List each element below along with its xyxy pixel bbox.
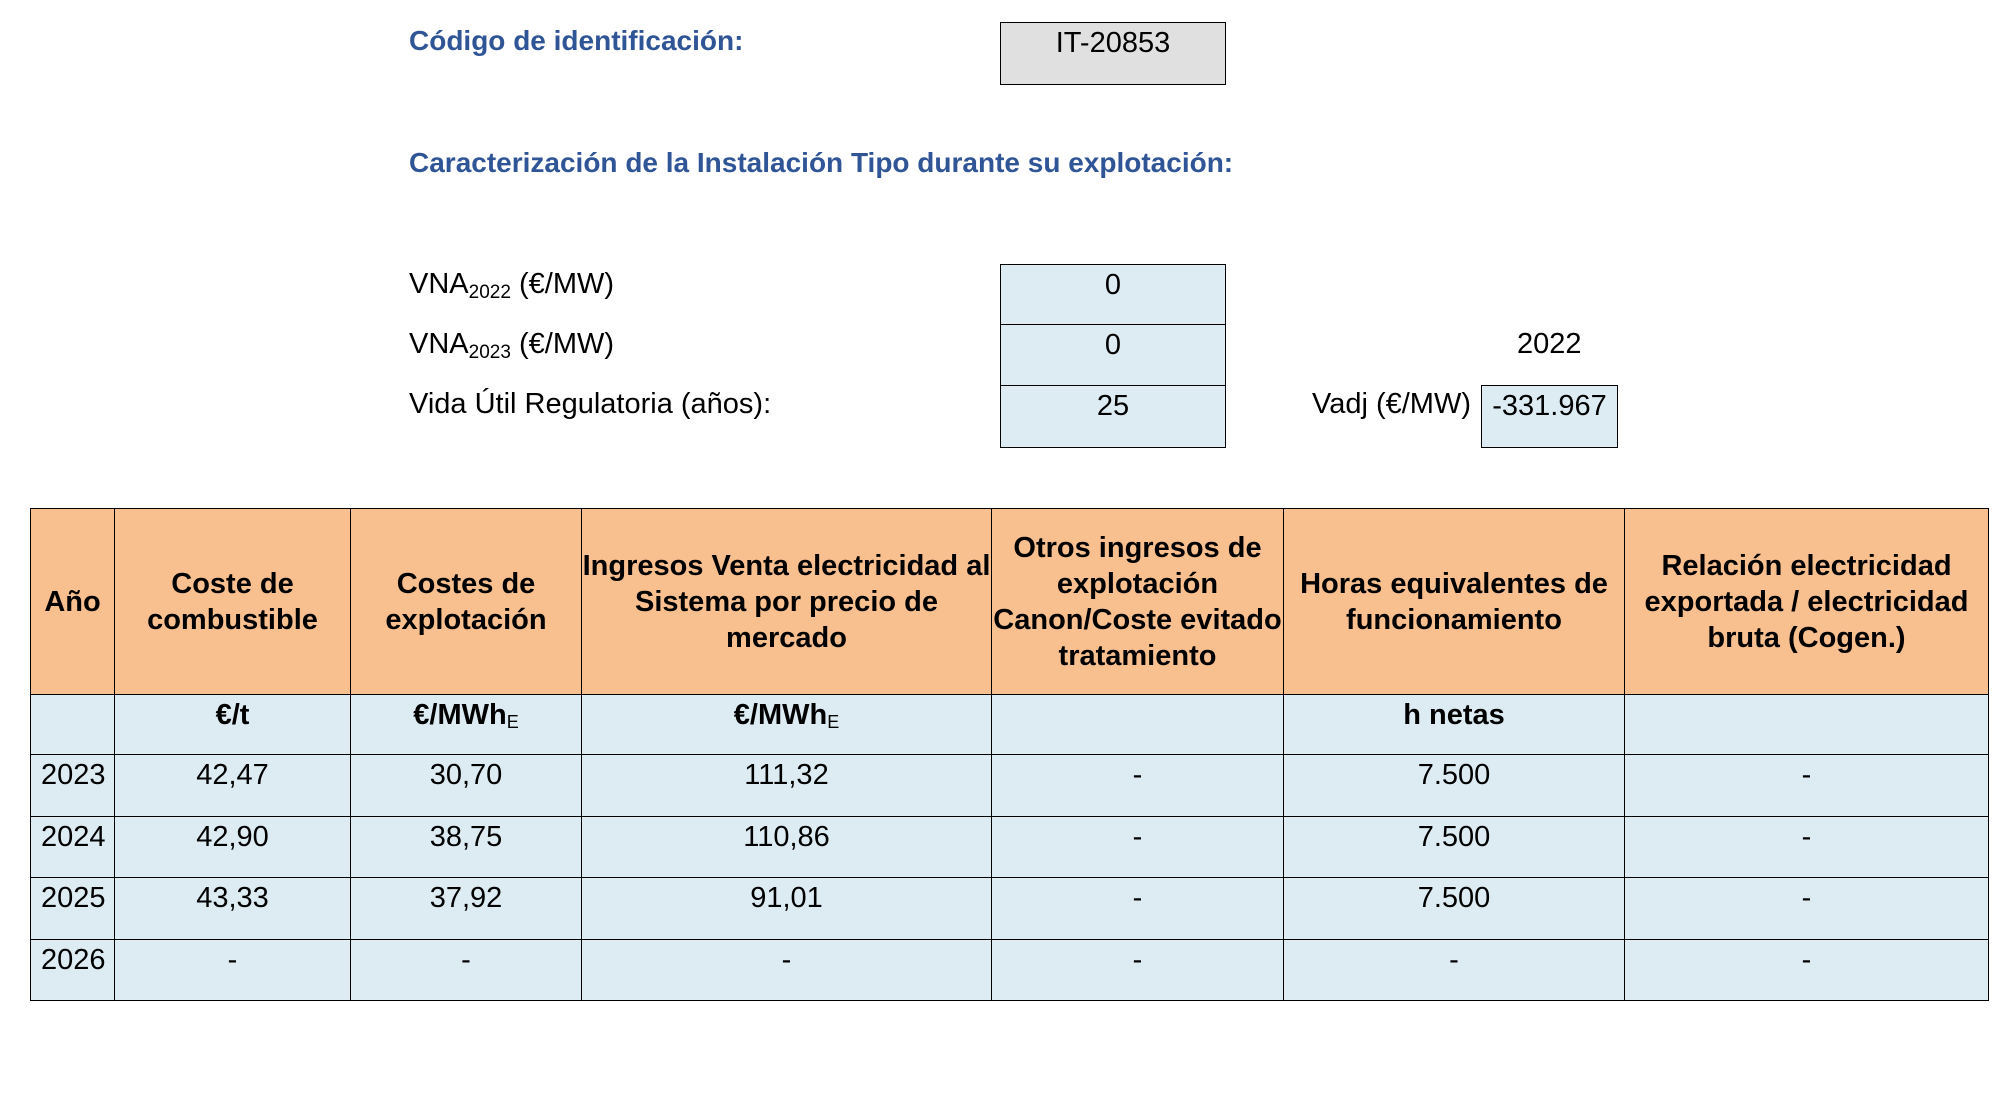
id-value-field: IT-20853 — [1000, 22, 1226, 85]
vna2022-value: 0 — [1000, 264, 1226, 326]
vna2022-label: $VNA_{2022}$ (€/MW) — [409, 268, 615, 303]
table-cell: - — [1625, 878, 1989, 940]
col-header-horas-equivalentes: Horas equivalentes de funcionamiento — [1284, 509, 1625, 695]
table-cell: 42,47 — [115, 755, 351, 817]
table-cell: 7.500 — [1284, 755, 1625, 817]
table-cell: 30,70 — [351, 755, 582, 817]
id-label: Código de identificación: — [409, 25, 744, 56]
table-cell: - — [1625, 817, 1989, 878]
units-row — [31, 695, 1989, 755]
vadj-label: Vadj (€/MW) — [1312, 388, 1471, 420]
table-cell: 7.500 — [1284, 878, 1625, 940]
reference-year: 2022 — [1517, 328, 1582, 360]
table-row — [31, 817, 1989, 878]
table-row — [31, 878, 1989, 940]
table-cell: - — [992, 817, 1284, 878]
table-cell: - — [351, 940, 582, 1001]
unit-cell: €/t — [115, 695, 351, 755]
unit-cell — [1625, 695, 1989, 755]
section-title: Caracterización de la Instalación Tipo durante su explotación: — [409, 147, 1234, 178]
table-cell: 43,33 — [115, 878, 351, 940]
table-cell: - — [582, 940, 992, 1001]
vida-util-value: 25 — [1000, 385, 1226, 448]
table-row — [31, 755, 1989, 817]
col-header-otros-ingresos: Otros ingresos de explotación Canon/Coste evitado tratamiento — [992, 509, 1284, 695]
table-cell: 91,01 — [582, 878, 992, 940]
col-header-ano: Año — [31, 509, 115, 695]
unit-cell: €/MWh$_E$ — [351, 695, 582, 755]
vadj-value: -331.967 — [1481, 385, 1618, 448]
table-cell: 38,75 — [351, 817, 582, 878]
table-cell: - — [992, 940, 1284, 1001]
vida-util-label: Vida Útil Regulatoria (años): — [409, 388, 772, 420]
table-cell: 111,32 — [582, 755, 992, 817]
year-cell: 2024 — [31, 817, 115, 878]
col-header-relacion-electricidad: Relación electricidad exportada / electricidad bruta (Cogen.) — [1625, 509, 1989, 695]
col-header-ingresos-venta: Ingresos Venta electricidad al Sistema por precio de mercado — [582, 509, 992, 695]
unit-cell — [992, 695, 1284, 755]
table-row — [31, 940, 1989, 1001]
table-cell: 42,90 — [115, 817, 351, 878]
year-cell: 2026 — [31, 940, 115, 1001]
table-cell: - — [992, 755, 1284, 817]
col-header-costes-explotacion: Costes de explotación — [351, 509, 582, 695]
table-cell: 37,92 — [351, 878, 582, 940]
table-cell: - — [115, 940, 351, 1001]
col-header-coste-combustible: Coste de combustible — [115, 509, 351, 695]
vna2023-label: $VNA_{2023}$ (€/MW) — [409, 328, 615, 363]
year-cell: 2023 — [31, 755, 115, 817]
vna2023-value: 0 — [1000, 324, 1226, 387]
year-cell: 2025 — [31, 878, 115, 940]
header-row — [31, 509, 1989, 695]
unit-cell: €/MWh$_E$ — [582, 695, 992, 755]
table-cell: 7.500 — [1284, 817, 1625, 878]
unit-cell — [31, 695, 115, 755]
explotacion-table — [30, 508, 1989, 1001]
table-cell: - — [1625, 940, 1989, 1001]
unit-cell: h netas — [1284, 695, 1625, 755]
table-cell: - — [992, 878, 1284, 940]
table-cell: 110,86 — [582, 817, 992, 878]
table-cell: - — [1284, 940, 1625, 1001]
table-cell: - — [1625, 755, 1989, 817]
